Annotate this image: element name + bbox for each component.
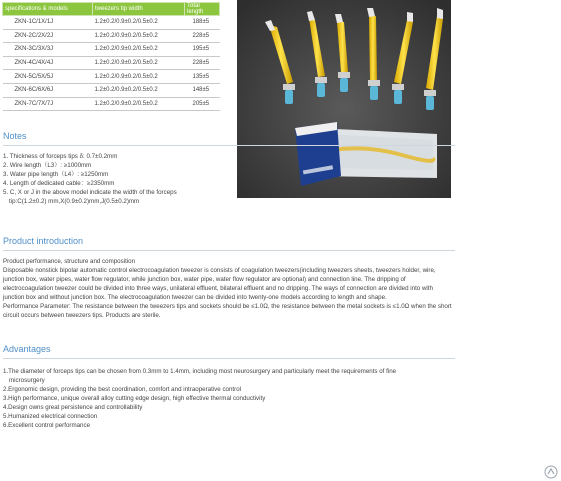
- advantages-title: Advantages: [3, 344, 51, 354]
- model-cell: ZKN-5C/5X/5J: [3, 70, 93, 84]
- intro-paragraph: Disposable nonstick bipolar automatic control electrocoagulation tweezer is consists of coagulation tweezers(including tweezers sheets, tweezers holder, wire, junction box, water pipes, water flow regulator, while junction box, water pipe, water flow regulator are optional) and connection line. The dripping of electrocoagulation tweezer could be divided into three ways, unilateral effluent, bilateral effluent and no dripping. The ways of connection are divided into with junction box and without junction box. The electrocoagulation tweezer can be divided into twenty-one models according to length and shape.: [3, 267, 436, 301]
- notes-list: [3, 152, 453, 206]
- divider: [3, 145, 455, 146]
- model-cell: ZKN-7C/7X/7J: [3, 97, 93, 111]
- table-row: [3, 70, 220, 84]
- length-cell: 228±5: [185, 56, 220, 70]
- advantage-item: 3.High performance, unique overall alloy cutting edge design, high effective thermal conductivity: [3, 395, 266, 402]
- model-cell: ZKN-6C/6X/6J: [3, 83, 93, 97]
- table-row: [3, 97, 220, 111]
- table-row: [3, 29, 220, 43]
- col-header: Total length: [185, 3, 220, 16]
- tip-width-cell: 1.2±0.2/0.9±0.2/0.5±0.2: [93, 29, 185, 43]
- note-item-continued: tip:C(1.2±0.2) mm,X(0.9±0.2)mm,J(0.5±0.2)mm: [9, 198, 140, 205]
- length-cell: 228±5: [185, 29, 220, 43]
- length-cell: 135±5: [185, 70, 220, 84]
- divider: [3, 358, 455, 359]
- model-cell: ZKN-2C/2X/2J: [3, 29, 93, 43]
- advantage-item: 4.Design owns great persistence and controllability: [3, 404, 143, 411]
- tip-width-cell: 1.2±0.2/0.9±0.2/0.5±0.2: [93, 56, 185, 70]
- model-cell: ZKN-3C/3X/3J: [3, 43, 93, 57]
- advantages-list: [3, 367, 453, 430]
- tip-width-cell: 1.2±0.2/0.9±0.2/0.5±0.2: [93, 83, 185, 97]
- product-introduction-text: [3, 257, 453, 320]
- length-cell: 205±5: [185, 97, 220, 111]
- table-row: [3, 43, 220, 57]
- advantage-item: 5.Humanized electrical connection: [3, 413, 98, 420]
- performance-parameter: Performance Parameter: The resistance between the tweezers tips and sockets should be ≤1.0Ω, the resistance between the metal sockets is ≤1.0Ω when the short circuit occurs between tweezers tips. Products are sterile.: [3, 303, 452, 319]
- note-item: 4. Length of dedicated cable：≥2350mm: [3, 180, 115, 187]
- product-introduction-title: Product introduction: [3, 236, 84, 246]
- advantage-item: 1.The diameter of forceps tips can be chosen from 0.3mm to 1.4mm, including most neurosurgery and particularly meet the requirements of fine: [3, 368, 397, 375]
- table-row: [3, 83, 220, 97]
- advantage-item-continued: microsurgery: [9, 377, 45, 384]
- table-row: [3, 56, 220, 70]
- note-item: 2. Wire length（L3）: ≥1000mm: [3, 162, 92, 169]
- advantage-item: 6.Excellent control performance: [3, 422, 91, 429]
- spec-table: [2, 2, 220, 111]
- length-cell: 148±5: [185, 83, 220, 97]
- scroll-to-top-icon[interactable]: [544, 465, 558, 479]
- divider: [3, 250, 455, 251]
- tip-width-cell: 1.2±0.2/0.9±0.2/0.5±0.2: [93, 97, 185, 111]
- note-item: 3. Water pipe length（L4）: ≥1250mm: [3, 171, 109, 178]
- note-item: 5. C, X or J in the above model indicate the width of the forceps: [3, 189, 177, 196]
- notes-title: Notes: [3, 131, 27, 141]
- table-row: [3, 16, 220, 30]
- col-header: tweezers tip width: [93, 3, 185, 16]
- length-cell: 188±5: [185, 16, 220, 30]
- tip-width-cell: 1.2±0.2/0.9±0.2/0.5±0.2: [93, 16, 185, 30]
- intro-subheading: Product performance, structure and composition: [3, 258, 136, 265]
- length-cell: 195±5: [185, 43, 220, 57]
- note-item: 1. Thickness of forceps tips δ: 0.7±0.2mm: [3, 153, 118, 160]
- table-header-row: [3, 3, 220, 16]
- tip-width-cell: 1.2±0.2/0.9±0.2/0.5±0.2: [93, 70, 185, 84]
- model-cell: ZKN-1C/1X/1J: [3, 16, 93, 30]
- tip-width-cell: 1.2±0.2/0.9±0.2/0.5±0.2: [93, 43, 185, 57]
- col-header: specifications & models: [3, 3, 93, 16]
- model-cell: ZKN-4C/4X/4J: [3, 56, 93, 70]
- advantage-item: 2.Ergonomic design, providing the best coordination, comfort and intraoperative control: [3, 386, 242, 393]
